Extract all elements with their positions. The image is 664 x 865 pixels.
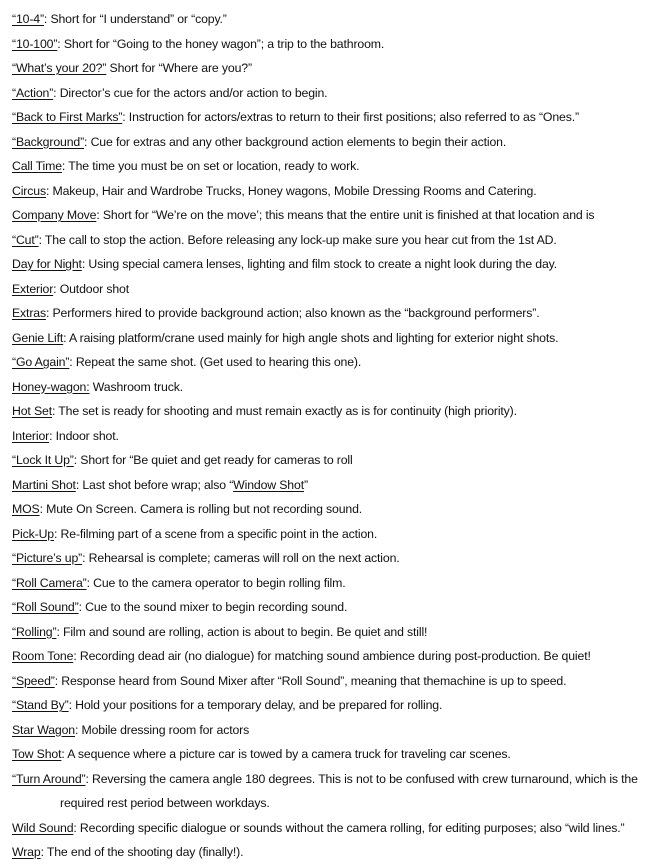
glossary-term: Genie Lift	[12, 330, 64, 345]
glossary-term: “Background”	[12, 134, 85, 149]
glossary-entry	[12, 742, 660, 767]
glossary-entry	[12, 571, 660, 596]
glossary-entry	[12, 424, 660, 449]
glossary-term: Wild Sound	[12, 820, 74, 835]
glossary-entry	[12, 473, 660, 498]
glossary-definition: : Film and sound are rolling, action is about to begin. Be quiet and still!	[56, 624, 428, 639]
glossary-entry	[12, 203, 660, 228]
glossary-definition: Washroom truck.	[89, 379, 183, 394]
glossary-term-alt: Window Shot	[233, 477, 304, 492]
glossary-entry	[12, 718, 660, 743]
glossary-term: “Speed”	[12, 673, 55, 688]
glossary-term: Hot Set	[12, 404, 52, 418]
glossary-definition: : Recording specific dialogue or sounds without the camera rolling, for editing purposes; also “wild lines.”	[73, 820, 625, 835]
glossary-term: “Roll Camera”	[12, 575, 87, 590]
glossary-definition: : Short for “Going to the honey wagon”; a trip to the bathroom.	[57, 36, 385, 51]
glossary-entry	[12, 595, 660, 620]
glossary-definition: : Cue to the camera operator to begin rolling film.	[86, 575, 346, 590]
glossary-definition: : The call to stop the action. Before releasing any lock-up make sure you hear cut from the 1st AD.	[38, 232, 557, 247]
glossary-term: “Go Again”	[12, 355, 70, 369]
glossary-definition: : Short for “Be quiet and get ready for cameras to roll	[73, 453, 353, 467]
glossary-entry	[12, 350, 660, 375]
glossary-definition: : Repeat the same shot. (Get used to hearing this one).	[69, 355, 362, 369]
glossary-term: Room Tone	[12, 649, 74, 663]
glossary-term: “Turn Around”	[12, 771, 86, 786]
glossary-term: Call Time	[12, 159, 62, 173]
glossary-entry	[12, 620, 660, 645]
glossary-term: Company Move	[12, 208, 97, 222]
glossary-definition: : Response heard from Sound Mixer after “Roll Sound”, meaning that themachine is up to speed.	[54, 673, 567, 688]
glossary-term: “Lock It Up”	[12, 453, 74, 467]
glossary-term: “10-4”	[12, 12, 44, 26]
glossary-definition: : The set is ready for shooting and must remain exactly as is for continuity (high priority).	[51, 404, 517, 418]
glossary-entry	[12, 301, 660, 326]
glossary-term: Interior	[12, 428, 50, 443]
glossary-definition: : Using special camera lenses, lighting and film stock to create a night look during the day.	[81, 257, 558, 271]
glossary-entry	[12, 522, 660, 547]
glossary-entry	[12, 375, 660, 400]
glossary-definition: : Rehearsal is complete; cameras will roll on the next action.	[82, 551, 400, 565]
glossary-definition: : Re-filming part of a scene from a specific point in the action.	[54, 526, 378, 541]
glossary-definition: : The end of the shooting day (finally!).	[40, 845, 244, 859]
glossary-entry	[12, 546, 660, 571]
glossary-entry	[12, 669, 660, 694]
glossary-term: “What’s your 20?”	[12, 61, 107, 75]
glossary-entry	[12, 767, 660, 816]
glossary-definition: : Short for “I understand” or “copy.”	[43, 12, 227, 26]
glossary-entry	[12, 252, 660, 277]
glossary-term: Circus	[12, 183, 46, 198]
glossary-definition: : Hold your positions for a temporary delay, and be prepared for rolling.	[68, 698, 443, 712]
glossary-entry	[12, 497, 660, 522]
glossary-term: “10-100”	[12, 36, 58, 51]
glossary-definition: : Mute On Screen. Camera is rolling but not recording sound.	[39, 502, 363, 516]
glossary-entry	[12, 448, 660, 473]
glossary-entry	[12, 105, 660, 130]
glossary-definition: : Makeup, Hair and Wardrobe Trucks, Honey wagons, Mobile Dressing Rooms and Catering.	[45, 183, 537, 198]
glossary-term: “Roll Sound”	[12, 600, 79, 614]
glossary-entry	[12, 7, 660, 32]
glossary-term: “Picture’s up”	[12, 551, 83, 565]
glossary-definition-continuation: required rest period between workdays.	[60, 796, 270, 810]
glossary-entry	[12, 154, 660, 179]
glossary-term: “Action”	[12, 85, 54, 100]
glossary-entry	[12, 399, 660, 424]
glossary-term: MOS	[12, 502, 40, 516]
glossary-definition: : A raising platform/crane used mainly for high angle shots and lighting for exterior night shots.	[63, 330, 559, 345]
glossary-definition: : Last shot before wrap; also “	[75, 477, 234, 492]
glossary-definition: : Reversing the camera angle 180 degrees. This is not to be confused with crew turnaround, which is the	[85, 771, 638, 786]
glossary-definition: Short for “Where are you?”	[106, 61, 252, 75]
glossary-term: Exterior	[12, 281, 54, 296]
glossary-entry	[12, 277, 660, 302]
glossary-term: Wrap	[12, 845, 41, 859]
glossary-definition: : Cue to the sound mixer to begin recording sound.	[78, 600, 348, 614]
glossary-definition: : Short for “We’re on the move’; this means that the entire unit is finished at that location and is	[96, 208, 595, 222]
glossary-definition: : A sequence where a picture car is towed by a camera truck for traveling car scenes.	[61, 747, 511, 761]
glossary-definition-end: ”	[303, 477, 308, 492]
glossary-term: Pick-Up	[12, 526, 54, 541]
glossary-definition: : Performers hired to provide background action; also known as the “background performers”.	[45, 306, 540, 320]
glossary-entry	[12, 81, 660, 106]
glossary-entry	[12, 130, 660, 155]
glossary-entry	[12, 816, 660, 841]
glossary-term: “Cut”	[12, 232, 39, 247]
glossary-definition: : Outdoor shot	[53, 281, 129, 296]
glossary-entry	[12, 32, 660, 57]
glossary-definition: : Cue for extras and any other background action elements to begin their action.	[84, 134, 507, 149]
glossary-term: Honey-wagon:	[12, 379, 90, 394]
glossary-entry	[12, 693, 660, 718]
glossary-term: Star Wagon	[12, 722, 75, 737]
glossary-term: Extras	[12, 306, 46, 320]
glossary-entry	[12, 56, 660, 81]
glossary-definition: : Instruction for actors/extras to return to their first positions; also referred to as “Ones.”	[122, 110, 579, 124]
glossary-term: “Back to First Marks”	[12, 110, 123, 124]
glossary-definition: : Indoor shot.	[49, 428, 119, 443]
glossary-term: “Stand By”	[12, 698, 69, 712]
glossary-term: “Rolling”	[12, 624, 57, 639]
glossary-entry	[12, 326, 660, 351]
glossary-entry	[12, 228, 660, 253]
glossary-term: Martini Shot	[12, 477, 76, 492]
glossary-entry	[12, 179, 660, 204]
glossary-term: Day for Night	[12, 257, 82, 271]
glossary-list	[12, 7, 660, 865]
glossary-definition: : Recording dead air (no dialogue) for matching sound ambience during post-production. Be quiet!	[73, 649, 591, 663]
glossary-definition: : Mobile dressing room for actors	[74, 722, 250, 737]
glossary-definition: : The time you must be on set or location, ready to work.	[61, 159, 360, 173]
glossary-term: Tow Shot	[12, 747, 62, 761]
glossary-definition: : Director’s cue for the actors and/or action to begin.	[53, 85, 328, 100]
glossary-entry	[12, 644, 660, 669]
